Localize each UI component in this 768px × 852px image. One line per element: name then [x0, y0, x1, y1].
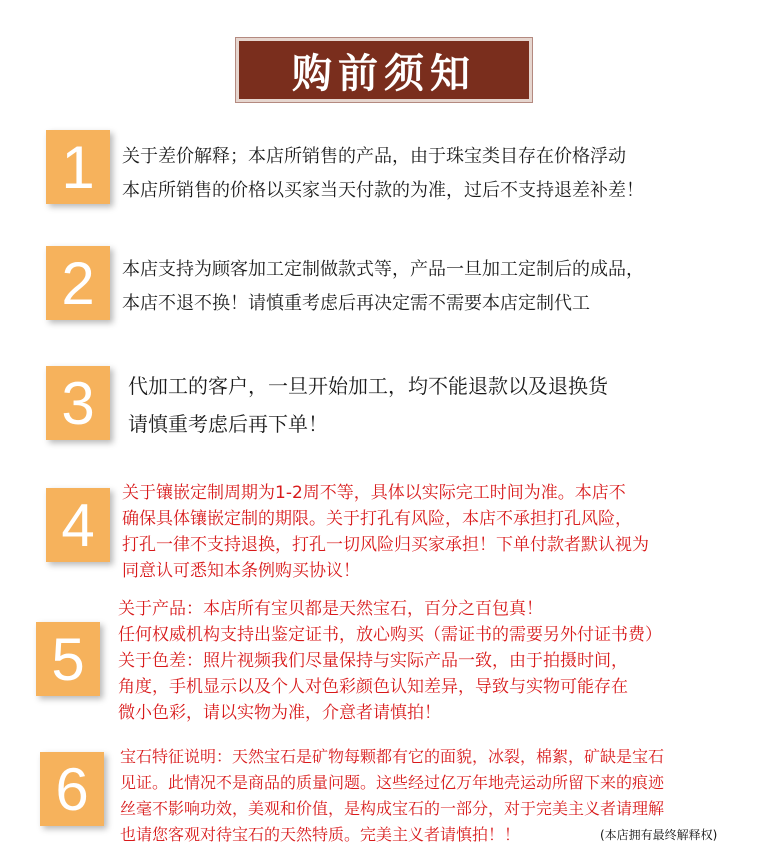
notice-item-2 — [122, 253, 644, 321]
notice-line: 也请您客观对待宝石的天然特质。完美主义者请慎拍！！ — [120, 825, 521, 844]
page-title: 购前须知 — [292, 50, 476, 97]
notice-item-1 — [122, 140, 644, 208]
notice-line: 丝毫不影响功效，美观和价值，是构成宝石的一部分，对于完美主义者请理解 — [120, 799, 665, 818]
notice-line: 微小色彩，请以实物为准，介意者请慎拍！ — [118, 703, 441, 723]
number-badge-4: 4 — [46, 488, 110, 562]
notice-line: 关于色差：照片视频我们尽量保持与实际产品一致，由于拍摄时间， — [118, 651, 628, 671]
notice-line: 任何权威机构支持出鉴定证书，放心购买（需证书的需要另外付证书费） — [118, 625, 662, 645]
notice-item-3 — [128, 367, 608, 443]
notice-item-5 — [118, 596, 662, 726]
notice-line: 关于差价解释；本店所销售的产品，由于珠宝类目存在价格浮动 — [122, 146, 626, 167]
number-badge-3: 3 — [46, 366, 110, 440]
notice-line: 本店所销售的价格以买家当天付款的为准，过后不支持退差补差！ — [122, 180, 644, 201]
notice-item-4 — [122, 480, 649, 584]
notice-line: 确保具体镶嵌定制的期限。关于打孔有风险，本店不承担打孔风险， — [122, 509, 632, 529]
notice-line: 打孔一律不支持退换，打孔一切风险归买家承担！下单付款者默认视为 — [122, 535, 649, 555]
notice-line: 宝石特征说明：天然宝石是矿物每颗都有它的面貌，冰裂，棉絮，矿缺是宝石 — [120, 747, 665, 766]
notice-line: 角度，手机显示以及个人对色彩颜色认知差异，导致与实物可能存在 — [118, 677, 628, 697]
notice-item-6 — [120, 744, 664, 848]
number-badge-2: 2 — [46, 246, 110, 320]
notice-line: 代加工的客户，一旦开始加工，均不能退款以及退换货 — [128, 374, 608, 398]
notice-line: 关于产品：本店所有宝贝都是天然宝石，百分之百包真！ — [118, 599, 543, 619]
final-interpretation-note: (本店拥有最终解释权) — [600, 828, 718, 842]
number-badge-1: 1 — [46, 130, 110, 204]
notice-line: 关于镶嵌定制周期为1-2周不等，具体以实际完工时间为准。本店不 — [122, 483, 626, 503]
number-badge-6: 6 — [40, 752, 104, 826]
notice-line: 请慎重考虑后再下单！ — [128, 412, 328, 436]
notice-line: 见证。此情况不是商品的质量问题。这些经过亿万年地壳运动所留下来的痕迹 — [120, 773, 665, 792]
notice-line: 本店支持为顾客加工定制做款式等，产品一旦加工定制后的成品， — [122, 259, 644, 280]
header-banner — [236, 38, 532, 102]
notice-line: 同意认可悉知本条例购买协议！ — [122, 561, 360, 581]
number-badge-5: 5 — [36, 622, 100, 696]
notice-line: 本店不退不换！请慎重考虑后再决定需不需要本店定制代工 — [122, 293, 590, 314]
